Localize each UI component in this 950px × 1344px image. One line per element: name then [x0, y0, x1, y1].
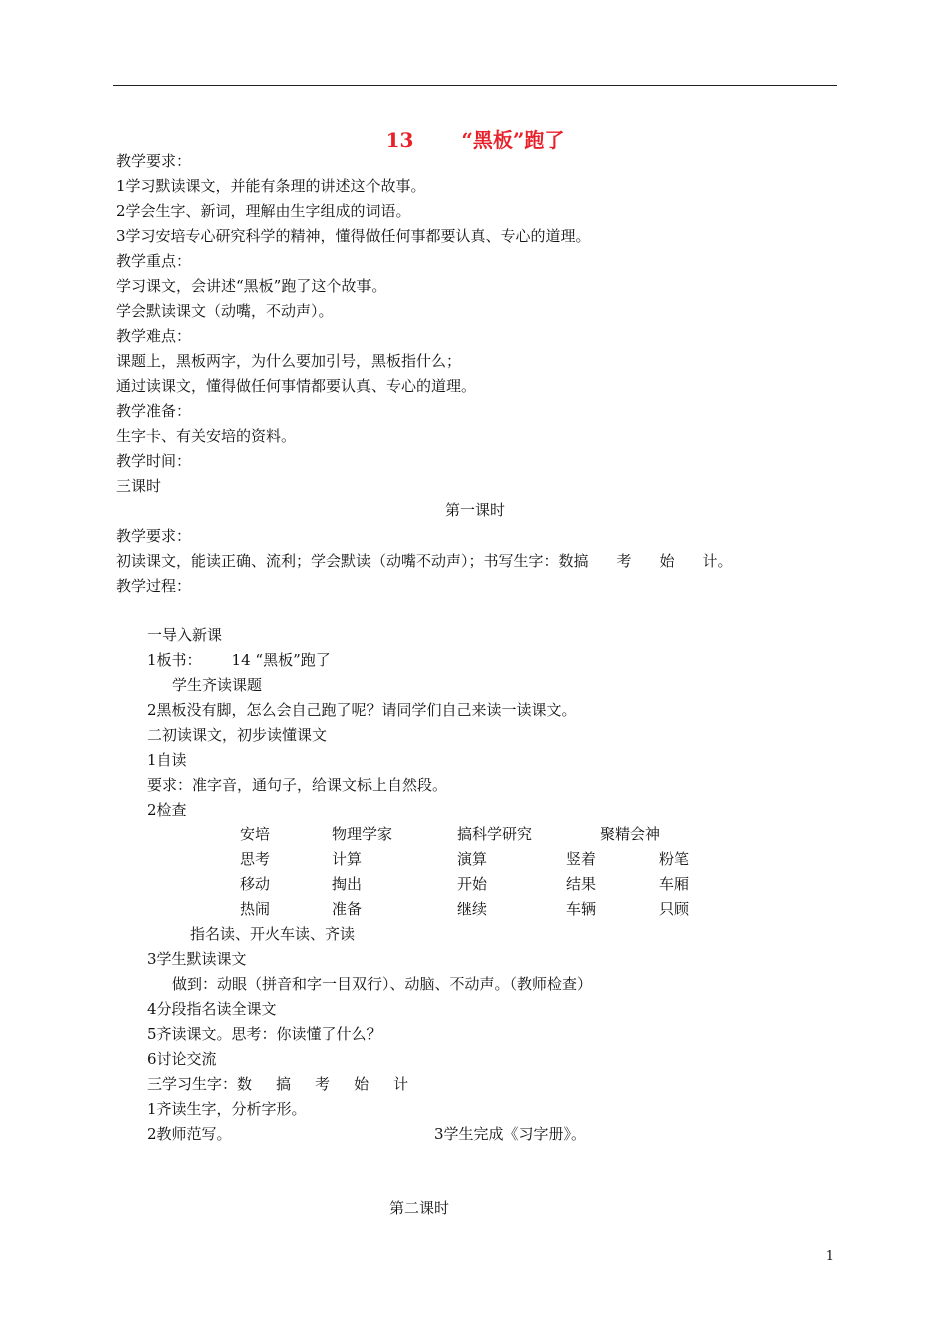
- step-silent-reading-do: 做到：动眼（拼音和字一目双行）、动脑、不动声。（教师检查）: [172, 975, 593, 993]
- vocab-word: 车辆: [566, 900, 597, 918]
- lesson1-heading: 第一课时: [444, 501, 505, 519]
- teaching-focus-heading: 教学重点：: [116, 252, 192, 270]
- char: 计。: [702, 552, 733, 570]
- step-analyze-characters: 1齐读生字，分析字形。: [147, 1100, 307, 1118]
- vocab-word: 计算: [332, 850, 363, 868]
- teaching-prep-heading: 教学准备：: [116, 402, 192, 420]
- teaching-requirements-heading: 教学要求：: [116, 152, 192, 170]
- step-first-reading: 二初读课文，初步读懂课文: [147, 726, 328, 744]
- vocab-word: 搞科学研究: [457, 825, 533, 843]
- lesson1-requirements-heading: 教学要求：: [116, 527, 192, 545]
- teaching-time-heading: 教学时间：: [116, 452, 192, 470]
- document-title: [0, 124, 950, 153]
- char: 数: [237, 1075, 253, 1093]
- step-self-read-req: 要求：准字音，通句子，给课文标上自然段。: [147, 776, 448, 794]
- char: 考: [315, 1075, 331, 1093]
- lesson-title: “黑板”跑了: [461, 128, 565, 152]
- step-read-title: 学生齐读课题: [172, 676, 263, 694]
- vocab-word: 演算: [457, 850, 488, 868]
- lesson2-heading: 第二课时: [389, 1199, 450, 1217]
- requirement-item: 1学习默读课文，并能有条理的讲述这个故事。: [116, 177, 426, 195]
- step-silent-reading: 3学生默读课文: [147, 950, 247, 968]
- vocab-word: 继续: [457, 900, 488, 918]
- char: 始: [354, 1075, 370, 1093]
- vocab-word: 安培: [240, 825, 271, 843]
- vocab-word: 物理学家: [332, 825, 393, 843]
- step-intro: 一导入新课: [147, 626, 223, 644]
- difficulty-item: 通过读课文，懂得做任何事情都要认真、专心的道理。: [116, 377, 477, 395]
- step-choral-reading: 5齐读课文。思考：你读懂了什么？: [147, 1025, 382, 1043]
- lesson1-requirements-main: 初读课文，能读正确、流利；学会默读（动嘴不动声）；书写生字：数搞: [116, 552, 589, 570]
- lesson1-requirements-text: [116, 551, 733, 571]
- vocab-word: 竖着: [566, 850, 597, 868]
- board-label: 1板书：: [147, 651, 202, 669]
- vocab-word: 热闹: [240, 900, 271, 918]
- char: 始: [659, 552, 675, 570]
- step-teacher-demo: 2教师范写。: [147, 1125, 232, 1143]
- page-number: 1: [825, 1249, 834, 1264]
- process-heading: 教学过程：: [116, 577, 192, 595]
- vocab-word: 结果: [566, 875, 597, 893]
- vocab-word: 掏出: [332, 875, 363, 893]
- step-discussion: 6讨论交流: [147, 1050, 217, 1068]
- vocab-word: 车厢: [659, 875, 690, 893]
- teaching-difficulty-heading: 教学难点：: [116, 327, 192, 345]
- lesson-number: 13: [385, 128, 414, 152]
- char: 计: [393, 1075, 409, 1093]
- step-paragraph-reading: 4分段指名读全课文: [147, 1000, 277, 1018]
- vocab-word: 聚精会神: [600, 825, 661, 843]
- vocab-word: 只顾: [659, 900, 690, 918]
- step-check: 2检查: [147, 801, 187, 819]
- vocab-word: 粉笔: [659, 850, 690, 868]
- focus-item: 学习课文，会讲述“黑板”跑了这个故事。: [116, 277, 387, 295]
- step-board: [147, 650, 331, 670]
- step-learn-characters: [147, 1074, 408, 1094]
- focus-item: 学会默读课文（动嘴，不动声）。: [116, 302, 334, 320]
- vocab-word: 思考: [240, 850, 271, 868]
- vocab-word: 准备: [332, 900, 363, 918]
- teaching-time-text: 三课时: [116, 477, 162, 495]
- header-rule: [113, 85, 837, 86]
- vocab-word: 移动: [240, 875, 271, 893]
- char: 考: [616, 552, 632, 570]
- teaching-prep-text: 生字卡、有关安培的资料。: [116, 427, 297, 445]
- step-question: 2黑板没有脚，怎么会自己跑了呢？请同学们自己来读一读课文。: [147, 701, 577, 719]
- step-read-modes: 指名读、开火车读、齐读: [190, 925, 356, 943]
- difficulty-item: 课题上，黑板两字，为什么要加引号，黑板指什么；: [116, 352, 462, 370]
- requirement-item: 3学习安培专心研究科学的精神，懂得做任何事都要认真、专心的道理。: [116, 227, 591, 245]
- step-workbook: 3学生完成《习字册》。: [434, 1125, 587, 1143]
- board-text: 14 “黑板”跑了: [231, 651, 331, 669]
- vocab-word: 开始: [457, 875, 488, 893]
- step-self-read: 1自读: [147, 751, 187, 769]
- learn-characters-label: 三学习生字：: [147, 1075, 238, 1093]
- requirement-item: 2学会生字、新词，理解由生字组成的词语。: [116, 202, 411, 220]
- char: 搞: [276, 1075, 292, 1093]
